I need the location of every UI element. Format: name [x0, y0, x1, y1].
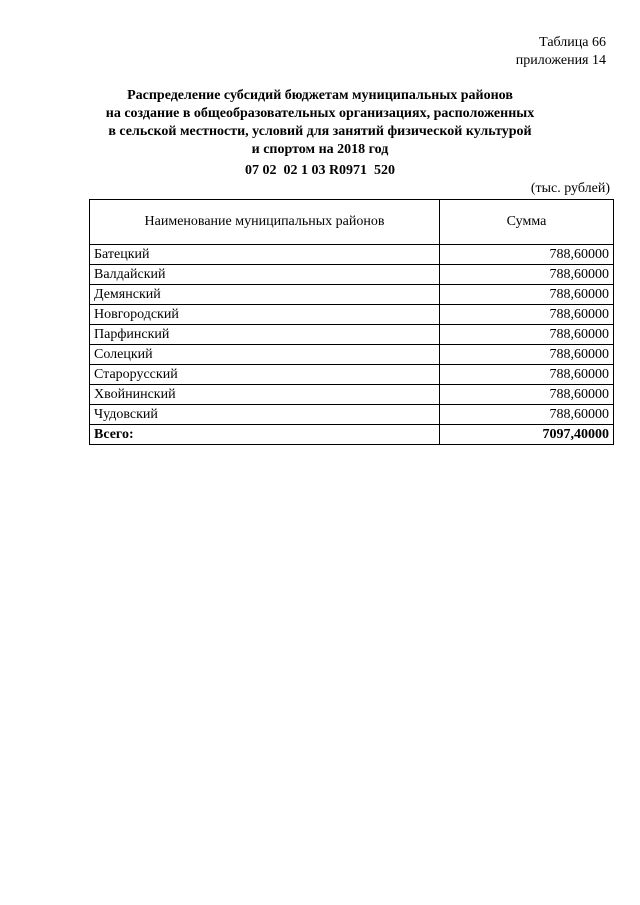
table-header-row: [90, 200, 614, 245]
budget-code: 07 02 02 1 03 R0971 520: [244, 163, 396, 178]
table-row: [90, 245, 614, 265]
table-row: [90, 405, 614, 425]
sum-cell: 788,60000: [440, 345, 614, 365]
district-name-cell: Хвойнинский: [90, 385, 440, 405]
sum-cell: 788,60000: [440, 285, 614, 305]
district-name-cell: Парфинский: [90, 325, 440, 345]
district-name-cell: Валдайский: [90, 265, 440, 285]
title-line: Распределение субсидий бюджетам муниципальных районов: [127, 88, 513, 103]
table-row: [90, 345, 614, 365]
reference-table-number: Таблица 66: [539, 35, 606, 50]
header-district-name: Наименование муниципальных районов: [90, 200, 440, 245]
table-reference: [516, 34, 606, 70]
table-row: [90, 265, 614, 285]
district-name-cell: Демянский: [90, 285, 440, 305]
document-title: [0, 87, 640, 159]
district-name-cell: Батецкий: [90, 245, 440, 265]
reference-appendix: приложения 14: [515, 53, 606, 68]
title-line: в сельской местности, условий для занятий физической культурой: [108, 124, 532, 139]
header-sum: Сумма: [440, 200, 614, 245]
table-row: [90, 385, 614, 405]
total-row: [90, 425, 614, 445]
title-line: на создание в общеобразовательных организациях, расположенных: [105, 106, 535, 121]
district-name-cell: Старорусский: [90, 365, 440, 385]
district-name-cell: Солецкий: [90, 345, 440, 365]
sum-cell: 788,60000: [440, 305, 614, 325]
district-name-cell: Чудовский: [90, 405, 440, 425]
table-row: [90, 305, 614, 325]
table-row: [90, 325, 614, 345]
district-name-cell: Новгородский: [90, 305, 440, 325]
title-line: и спортом на 2018 год: [251, 142, 389, 157]
sum-cell: 788,60000: [440, 385, 614, 405]
table-row: [90, 365, 614, 385]
unit-label: (тыс. рублей): [530, 181, 610, 196]
table-row: [90, 285, 614, 305]
total-label: Всего:: [90, 425, 440, 445]
sum-cell: 788,60000: [440, 265, 614, 285]
sum-cell: 788,60000: [440, 325, 614, 345]
sum-cell: 788,60000: [440, 365, 614, 385]
sum-cell: 788,60000: [440, 405, 614, 425]
sum-cell: 788,60000: [440, 245, 614, 265]
subsidy-table: [89, 199, 614, 445]
total-sum: 7097,40000: [440, 425, 614, 445]
